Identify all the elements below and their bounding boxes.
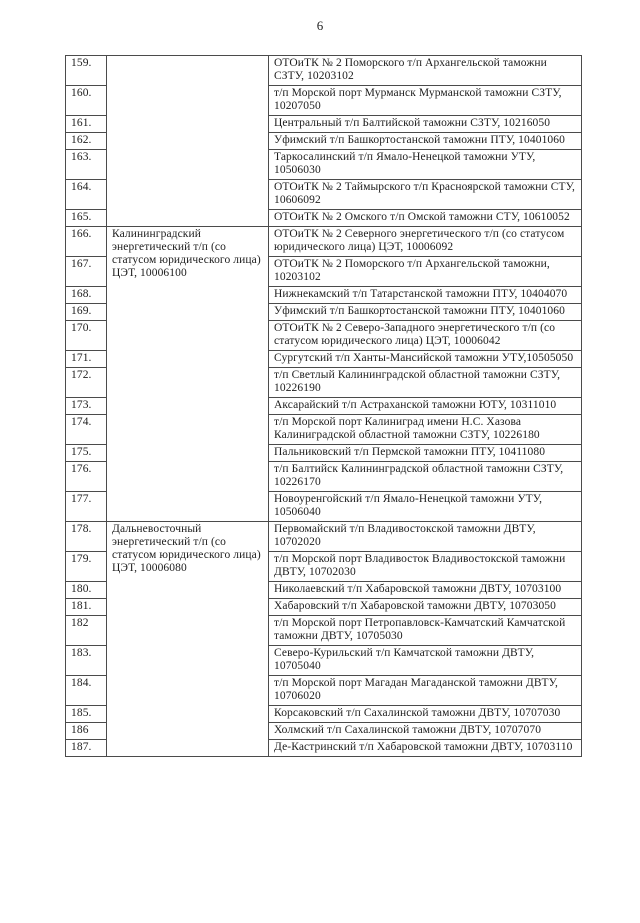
row-number-cell: 165. xyxy=(66,210,107,227)
post-name-cell: Первомайский т/п Владивостокской таможни ДВТУ, 10702020 xyxy=(269,522,582,552)
row-number-cell: 160. xyxy=(66,86,107,116)
row-number-cell: 184. xyxy=(66,676,107,706)
row-number-cell: 161. xyxy=(66,116,107,133)
post-name-cell: ОТОиТК № 2 Поморского т/п Архангельской таможни, 10203102 xyxy=(269,257,582,287)
row-number-cell: 178. xyxy=(66,522,107,552)
row-number-cell: 187. xyxy=(66,740,107,757)
row-number-cell: 176. xyxy=(66,462,107,492)
post-name-cell: Корсаковский т/п Сахалинской таможни ДВТУ, 10707030 xyxy=(269,706,582,723)
post-name-cell: ОТОиТК № 2 Северо-Западного энергетического т/п (со статусом юридического лица) ЦЭТ, 10006042 xyxy=(269,321,582,351)
post-name-cell: Новоуренгойский т/п Ямало-Ненецкой таможни УТУ, 10506040 xyxy=(269,492,582,522)
row-number-cell: 185. xyxy=(66,706,107,723)
post-name-cell: Уфимский т/п Башкортостанской таможни ПТУ, 10401060 xyxy=(269,133,582,150)
row-number-cell: 182 xyxy=(66,616,107,646)
post-name-cell: Таркосалинский т/п Ямало-Ненецкой таможни УТУ, 10506030 xyxy=(269,150,582,180)
group-label-cell xyxy=(107,56,269,227)
post-name-cell: Пальниковский т/п Пермской таможни ПТУ, 10411080 xyxy=(269,445,582,462)
customs-posts-table xyxy=(65,55,582,757)
row-number-cell: 164. xyxy=(66,180,107,210)
post-name-cell: Центральный т/п Балтийской таможни СЗТУ, 10216050 xyxy=(269,116,582,133)
post-name-cell: Холмский т/п Сахалинской таможни ДВТУ, 10707070 xyxy=(269,723,582,740)
row-number-cell: 175. xyxy=(66,445,107,462)
row-number-cell: 169. xyxy=(66,304,107,321)
post-name-cell: Сургутский т/п Ханты-Мансийской таможни УТУ,10505050 xyxy=(269,351,582,368)
post-name-cell: ОТОиТК № 2 Поморского т/п Архангельской таможни СЗТУ, 10203102 xyxy=(269,56,582,86)
document-page xyxy=(0,18,640,757)
group-label-cell: Дальневосточный энергетический т/п (со статусом юридического лица) ЦЭТ, 10006080 xyxy=(107,522,269,757)
row-number-cell: 162. xyxy=(66,133,107,150)
row-number-cell: 167. xyxy=(66,257,107,287)
row-number-cell: 166. xyxy=(66,227,107,257)
post-name-cell: т/п Морской порт Петропавловск-Камчатский Камчатской таможни ДВТУ, 10705030 xyxy=(269,616,582,646)
post-name-cell: Нижнекамский т/п Татарстанской таможни ПТУ, 10404070 xyxy=(269,287,582,304)
post-name-cell: т/п Морской порт Магадан Магаданской таможни ДВТУ, 10706020 xyxy=(269,676,582,706)
row-number-cell: 171. xyxy=(66,351,107,368)
row-number-cell: 170. xyxy=(66,321,107,351)
post-name-cell: Хабаровский т/п Хабаровской таможни ДВТУ, 10703050 xyxy=(269,599,582,616)
row-number-cell: 174. xyxy=(66,415,107,445)
row-number-cell: 172. xyxy=(66,368,107,398)
row-number-cell: 163. xyxy=(66,150,107,180)
row-number-cell: 173. xyxy=(66,398,107,415)
post-name-cell: Аксарайский т/п Астраханской таможни ЮТУ, 10311010 xyxy=(269,398,582,415)
row-number-cell: 179. xyxy=(66,552,107,582)
row-number-cell: 168. xyxy=(66,287,107,304)
table-row xyxy=(66,56,582,86)
row-number-cell: 177. xyxy=(66,492,107,522)
table-row xyxy=(66,522,582,552)
row-number-cell: 180. xyxy=(66,582,107,599)
post-name-cell: ОТОиТК № 2 Таймырского т/п Красноярской таможни СТУ, 10606092 xyxy=(269,180,582,210)
post-name-cell: т/п Балтийск Калининградской областной таможни СЗТУ, 10226170 xyxy=(269,462,582,492)
group-label-cell: Калининградский энергетический т/п (со статусом юридического лица) ЦЭТ, 10006100 xyxy=(107,227,269,522)
post-name-cell: ОТОиТК № 2 Северного энергетического т/п (со статусом юридического лица) ЦЭТ, 10006092 xyxy=(269,227,582,257)
page-number: 6 xyxy=(316,18,324,33)
row-number-cell: 159. xyxy=(66,56,107,86)
row-number-cell: 186 xyxy=(66,723,107,740)
post-name-cell: т/п Морской порт Владивосток Владивостокской таможни ДВТУ, 10702030 xyxy=(269,552,582,582)
post-name-cell: Уфимский т/п Башкортостанской таможни ПТУ, 10401060 xyxy=(269,304,582,321)
post-name-cell: Северо-Курильский т/п Камчатской таможни ДВТУ, 10705040 xyxy=(269,646,582,676)
post-name-cell: Де-Кастринский т/п Хабаровской таможни ДВТУ, 10703110 xyxy=(269,740,582,757)
table-row xyxy=(66,227,582,257)
row-number-cell: 183. xyxy=(66,646,107,676)
post-name-cell: Николаевский т/п Хабаровской таможни ДВТУ, 10703100 xyxy=(269,582,582,599)
post-name-cell: т/п Морской порт Мурманск Мурманской таможни СЗТУ, 10207050 xyxy=(269,86,582,116)
row-number-cell: 181. xyxy=(66,599,107,616)
post-name-cell: ОТОиТК № 2 Омского т/п Омской таможни СТУ, 10610052 xyxy=(269,210,582,227)
post-name-cell: т/п Морской порт Калиниград имени Н.С. Хазова Калиниградской областной таможни СЗТУ, 10226180 xyxy=(269,415,582,445)
post-name-cell: т/п Светлый Калининградской областной таможни СЗТУ, 10226190 xyxy=(269,368,582,398)
